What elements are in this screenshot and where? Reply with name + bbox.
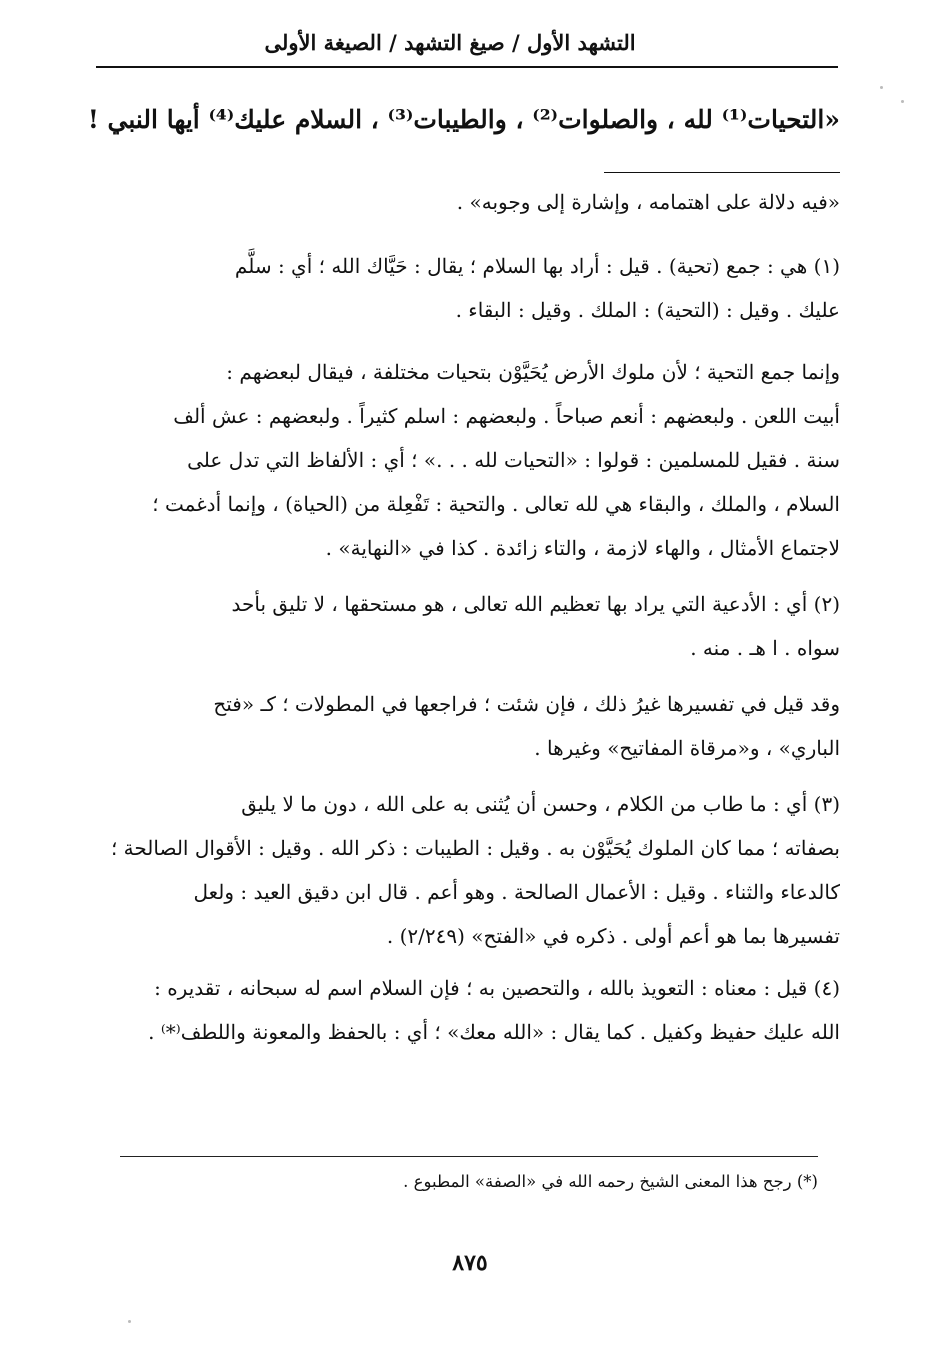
text-line: الباري» ، و«مرقاة المفاتيح» وغيرها .	[534, 736, 840, 760]
text-line: سنة . فقيل للمسلمين : قولوا : «التحيات لله . . .» ؛ أي : الألفاظ التي تدل على	[187, 448, 840, 472]
notes-paragraph	[98, 966, 840, 1054]
text-line: (١) هي : جمع (تحية) . قيل : أراد بها السلام ؛ يقال : حَيَّاك الله ؛ أي : سلَّم	[234, 254, 840, 278]
commentary-notes	[98, 180, 840, 1054]
notes-paragraph	[98, 180, 840, 224]
scan-speck	[880, 86, 883, 89]
text-line: أبيت اللعن . ولبعضهم : أنعم صباحاً . ولبعضهم : اسلم كثيراً . ولبعضهم : عش ألف	[173, 404, 840, 428]
notes-paragraph	[98, 782, 840, 958]
text-line: وقد قيل في تفسيرها غيرُ ذلك ، فإن شئت ؛ فراجعها في المطولات ؛ كـ «فتح	[213, 692, 840, 716]
text-line: (٣) أي : ما طاب من الكلام ، وحسن أن يُثنى به على الله ، دون ما لا يليق	[241, 792, 840, 816]
notes-paragraph	[98, 582, 840, 670]
text-line: وإنما جمع التحية ؛ لأن ملوك الأرض يُحَيَّوْن بتحيات مختلفة ، فيقال لبعضهم :	[226, 360, 840, 384]
text-line: تفسيرها بما هو أعم أولى . ذكره في «الفتح» (٢/٢٤٩) .	[386, 924, 840, 948]
text-line: كالدعاء والثناء . وقيل : الأعمال الصالحة . وهو أعم . قال ابن دقيق العيد : ولعل	[193, 880, 840, 904]
notes-separator-rule	[604, 172, 840, 173]
text-line: بصفاته ؛ مما كان الملوك يُحَيَّوْن به . وقيل : الطيبات : ذكر الله . وقيل : الأقوال الصالحة ؛	[110, 836, 840, 860]
text-line: الله عليك حفيظ وكفيل . كما يقال : «الله معك» ؛ أي : بالحفظ والمعونة واللطف⁽*⁾ .	[148, 1020, 840, 1044]
text-line: (٢) أي : الأدعية التي يراد بها تعظيم الله تعالى ، هو مستحقها ، لا تليق بأحد	[231, 592, 840, 616]
text-line: (٤) قيل : معناه : التعويذ بالله ، والتحصين به ؛ فإن السلام اسم له سبحانه ، تقديره :	[154, 976, 840, 1000]
notes-paragraph	[98, 350, 840, 570]
footnote-rule	[120, 1156, 818, 1157]
notes-paragraph	[98, 244, 840, 332]
text-line: «فيه دلالة على اهتمامه ، وإشارة إلى وجوبه» .	[456, 190, 840, 214]
hadith-text: «التحيات⁽¹⁾ لله ، والصلوات⁽²⁾ ، والطيبات⁽³⁾ ، السلام عليك⁽⁴⁾ أيها النبي !	[87, 105, 840, 134]
header-rule	[96, 66, 838, 68]
running-head: التشهد الأول / صيغ التشهد / الصيغة الأولى	[264, 30, 636, 55]
text-line: لاجتماع الأمثال ، والهاء لازمة ، والتاء زائدة . كذا في «النهاية» .	[325, 536, 840, 560]
text-line: السلام ، والملك ، والبقاء هي لله تعالى . والتحية : تَفْعِلة من (الحياة) ، وإنما أدغمت ؛	[152, 492, 840, 516]
scan-speck	[901, 100, 904, 103]
scan-speck	[128, 1320, 131, 1323]
text-line: سواه . ا هـ . منه .	[690, 636, 840, 660]
text-line: عليك . وقيل : (التحية) : الملك . وقيل : البقاء .	[455, 298, 840, 322]
notes-paragraph	[98, 682, 840, 770]
footnote: (*) رجح هذا المعنى الشيخ رحمه الله في «الصفة» المطبوع .	[403, 1172, 818, 1191]
page-number: ٨٧٥	[452, 1250, 488, 1276]
